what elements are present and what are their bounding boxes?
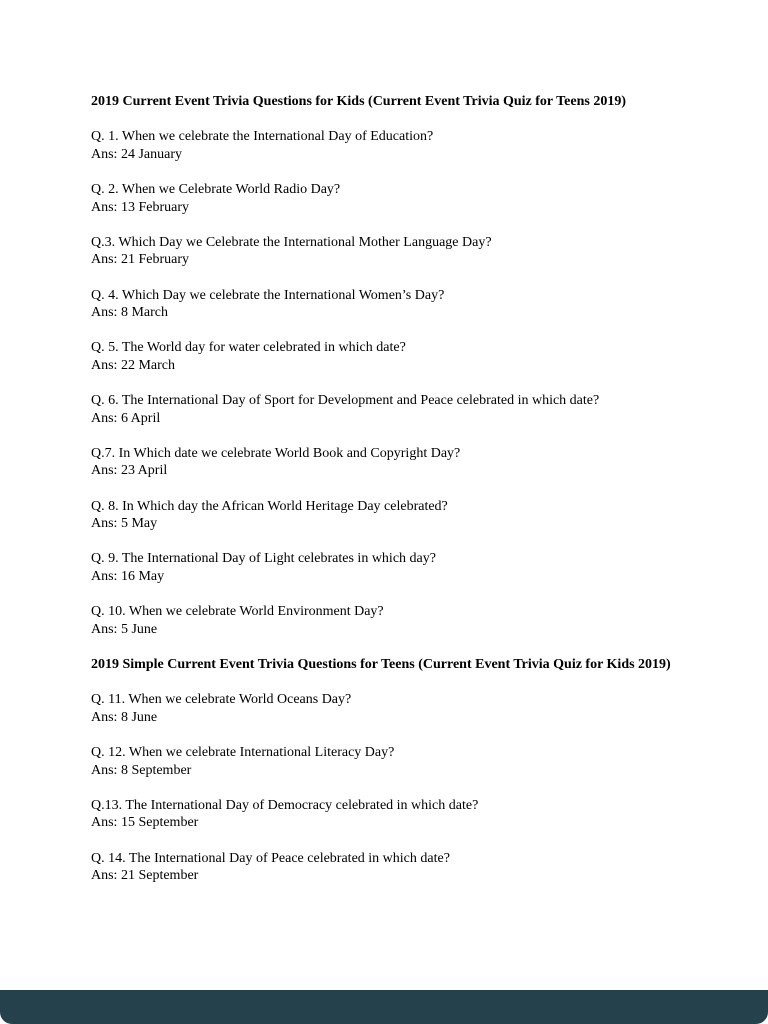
document-body — [91, 93, 671, 902]
answer-text: Ans: 5 June — [91, 621, 158, 637]
question-text: Q.7. In Which date we celebrate World Book and Copyright Day? — [91, 445, 461, 461]
qa-item-4 — [91, 287, 671, 322]
qa-item-10 — [91, 603, 671, 638]
qa-item-2 — [91, 181, 671, 216]
answer-text: Ans: 21 February — [91, 252, 189, 268]
question-text: Q. 12. When we celebrate International Literacy Day? — [91, 744, 395, 760]
question-text: Q. 11. When we celebrate World Oceans Day? — [91, 692, 352, 708]
qa-item-5 — [91, 339, 671, 374]
question-text: Q. 9. The International Day of Light celebrates in which day? — [91, 551, 436, 567]
question-text: Q. 10. When we celebrate World Environment Day? — [91, 604, 384, 620]
question-text: Q.13. The International Day of Democracy celebrated in which date? — [91, 797, 479, 813]
question-text: Q. 8. In Which day the African World Heritage Day celebrated? — [91, 498, 448, 514]
qa-item-9 — [91, 550, 671, 585]
answer-text: Ans: 6 April — [91, 410, 161, 426]
section-2-heading: 2019 Simple Current Event Trivia Questions for Teens (Current Event Trivia Quiz for Kids 2019) — [91, 657, 671, 672]
question-text: Q. 6. The International Day of Sport for Development and Peace celebrated in which date? — [91, 393, 600, 409]
answer-text: Ans: 8 June — [91, 709, 158, 725]
qa-item-7 — [91, 445, 671, 480]
answer-text: Ans: 13 February — [91, 199, 189, 215]
question-text: Q. 14. The International Day of Peace celebrated in which date? — [91, 850, 450, 866]
answer-text: Ans: 5 May — [91, 516, 158, 532]
answer-text: Ans: 21 September — [91, 868, 199, 884]
answer-text: Ans: 16 May — [91, 569, 165, 585]
viewer-bottom-bar — [0, 990, 768, 1024]
qa-item-11 — [91, 691, 671, 726]
question-text: Q.3. Which Day we Celebrate the International Mother Language Day? — [91, 234, 492, 250]
question-text: Q. 1. When we celebrate the International Day of Education? — [91, 129, 434, 145]
answer-text: Ans: 8 September — [91, 762, 192, 778]
answer-text: Ans: 22 March — [91, 357, 175, 373]
answer-text: Ans: 24 January — [91, 146, 182, 162]
qa-item-13 — [91, 797, 671, 832]
answer-text: Ans: 23 April — [91, 463, 168, 479]
qa-item-1 — [91, 128, 671, 163]
answer-text: Ans: 15 September — [91, 815, 199, 831]
qa-item-14 — [91, 850, 671, 885]
question-text: Q. 2. When we Celebrate World Radio Day? — [91, 181, 341, 197]
question-text: Q. 5. The World day for water celebrated in which date? — [91, 340, 406, 356]
question-text: Q. 4. Which Day we celebrate the International Women’s Day? — [91, 287, 445, 303]
qa-item-6 — [91, 392, 671, 427]
section-1-heading: 2019 Current Event Trivia Questions for Kids (Current Event Trivia Quiz for Teens 2019) — [91, 94, 626, 109]
qa-item-8 — [91, 498, 671, 533]
qa-item-12 — [91, 744, 671, 779]
answer-text: Ans: 8 March — [91, 305, 168, 321]
qa-item-3 — [91, 234, 671, 269]
